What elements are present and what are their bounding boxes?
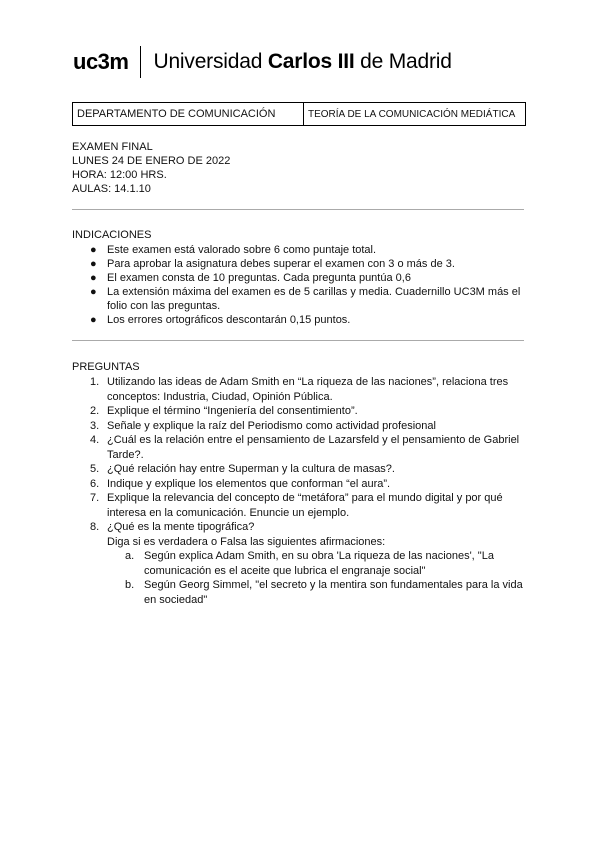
question-item: 5. ¿Qué relación hay entre Superman y la cultura de masas?. (90, 463, 395, 475)
exam-time: HORA: 12:00 HRS. (72, 169, 167, 181)
truefalse-intro: Diga si es verdadera o Falsa las siguientes afirmaciones: (107, 535, 386, 548)
list-item: ● El examen consta de 10 preguntas. Cada pregunta puntúa 0,6 (90, 272, 411, 284)
bullet-icon: ● (90, 314, 97, 326)
preguntas-title: PREGUNTAS (72, 361, 140, 373)
exam-date: LUNES 24 DE ENERO DE 2022 (72, 155, 231, 167)
list-item: ● Para aprobar la asignatura debes superar el examen con 3 o más de 3. (90, 258, 455, 270)
logo-mark: uc3m (73, 49, 129, 74)
truefalse-item: b. Según Georg Simmel, "el secreto y la mentira son fundamentales para la vida en sociedad" (125, 579, 523, 606)
question-item: 8. ¿Qué es la mente tipográfica? Diga si es verdadera o Falsa las siguientes afirmaciones: a. Según explica Adam Smith, en su obra 'La riqueza de las naciones', "La comunicación es el aceite que lubrica el engranaje social" b. Según Georg Simmel, "el secreto y la mentira son fundamentales para la vida en sociedad" (72, 520, 528, 607)
truefalse-item: a. Según explica Adam Smith, en su obra 'La riqueza de las naciones', "La comunicación es el aceite que lubrica el engranaje social" (125, 550, 494, 577)
divider (72, 340, 524, 341)
bullet-icon: ● (90, 286, 97, 298)
logo-name-prefix: Universidad (153, 50, 268, 73)
question-item: 1. Utilizando las ideas de Adam Smith en “La riqueza de las naciones”, relaciona tres conceptos: Industria, Ciudad, Opinión Pública. (90, 376, 509, 403)
logo-name (153, 50, 451, 74)
list-item: ● Los errores ortográficos descontarán 0,15 puntos. (90, 314, 351, 326)
exam-title: EXAMEN FINAL (72, 141, 153, 153)
university-logo (73, 42, 452, 82)
list-item: ● La extensión máxima del examen es de 5 carillas y media. Cuadernillo UC3M más el folio con las preguntas. (90, 286, 521, 312)
question-item: 3. Señale y explique la raíz del Periodismo como actividad profesional (90, 419, 436, 432)
list-item: ● Este examen está valorado sobre 6 como puntaje total. (90, 244, 377, 256)
indicaciones-title: INDICACIONES (72, 229, 152, 241)
question-item: 2. Explique el término “Ingeniería del consentimiento”. (90, 405, 358, 417)
divider (72, 209, 524, 210)
bullet-icon: ● (90, 258, 97, 270)
bullet-icon: ● (90, 244, 97, 256)
exam-info (72, 140, 230, 196)
preguntas-list (72, 375, 528, 607)
exam-rooms: AULAS: 14.1.10 (72, 183, 151, 195)
question-item: 6. Indique y explique los elementos que conforman “el aura”. (90, 477, 391, 490)
bullet-icon: ● (90, 272, 97, 284)
logo-name-suffix: de Madrid (354, 50, 452, 73)
logo-name-bold: Carlos III (267, 50, 355, 73)
indicaciones-list (72, 243, 526, 327)
truefalse-list (107, 549, 528, 607)
header-table (72, 102, 526, 126)
department-cell: DEPARTAMENTO DE COMUNICACIÓN (73, 103, 304, 125)
question-item: 4. ¿Cuál es la relación entre el pensamiento de Lazarsfeld y el pensamiento de Gabriel Tarde?. (90, 434, 520, 461)
question-item: 7. Explique la relevancia del concepto de “metáfora” para el mundo digital y por qué interesa en la comunicación. Enuncie un ejemplo. (90, 492, 503, 519)
subject-cell: TEORÍA DE LA COMUNICACIÓN MEDIÁTICA (308, 108, 516, 120)
logo-divider (140, 46, 141, 78)
